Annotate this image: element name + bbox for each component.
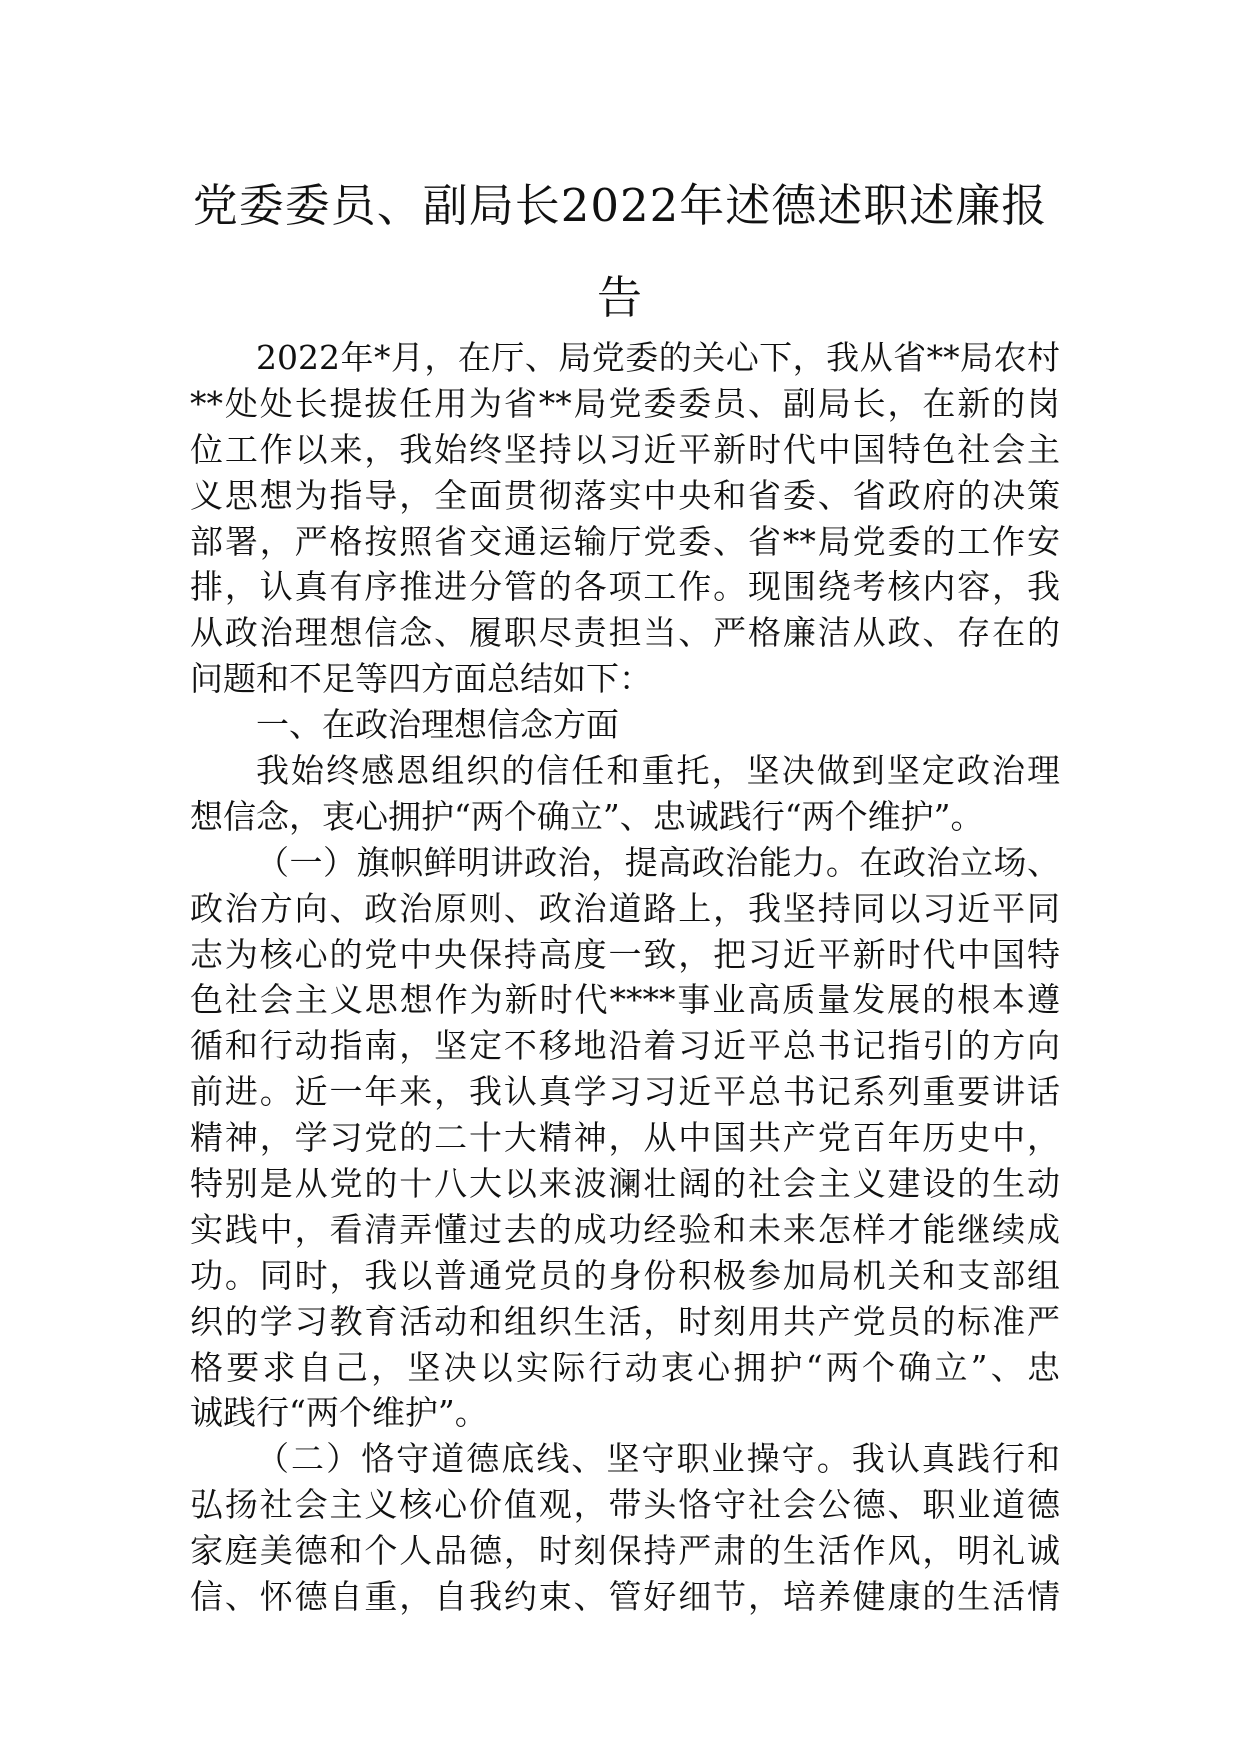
- text-line: 实践中，看清弄懂过去的成功经验和未来怎样才能继续成: [190, 1209, 1060, 1249]
- text-line: 义思想为指导，全面贯彻落实中央和省委、省政府的决策: [190, 475, 1060, 515]
- text-line: 精神，学习党的二十大精神，从中国共产党百年历史中，: [190, 1118, 1060, 1158]
- text-line: 家庭美德和个人品德，时刻保持严肃的生活作风，明礼诚: [190, 1531, 1060, 1571]
- text-line: 功。同时，我以普通党员的身份积极参加局机关和支部组: [190, 1255, 1060, 1295]
- title-line-2: 告: [596, 271, 643, 324]
- text-line: 政治方向、政治原则、政治道路上，我坚持同以习近平同: [190, 888, 1060, 928]
- title-line-1: 党委委员、副局长2022年述德述职述廉报: [192, 179, 1048, 232]
- text-line: 排，认真有序推进分管的各项工作。现围绕考核内容，我: [190, 567, 1060, 607]
- text-line: 前进。近一年来，我认真学习习近平总书记系列重要讲话: [190, 1072, 1060, 1112]
- text-line: 循和行动指南，坚定不移地沿着习近平总书记指引的方向: [190, 1026, 1060, 1066]
- text-line: 问题和不足等四方面总结如下：: [190, 659, 652, 699]
- text-line: 2022年*月，在厅、局党委的关心下，我从省**局农村: [256, 338, 1060, 377]
- text-line: 部署，严格按照省交通运输厅党委、省**局党委的工作安: [190, 521, 1060, 561]
- text-line: 从政治理想信念、履职尽责担当、严格廉洁从政、存在的: [190, 613, 1060, 653]
- text-line: 织的学习教育活动和组织生活，时刻用共产党员的标准严: [190, 1301, 1060, 1341]
- text-line: 位工作以来，我始终坚持以习近平新时代中国特色社会主: [190, 429, 1060, 469]
- section-heading: 一、在政治理想信念方面: [256, 705, 619, 745]
- text-line: 我始终感恩组织的信任和重托，坚决做到坚定政治理: [256, 751, 1060, 791]
- text-line: 志为核心的党中央保持高度一致，把习近平新时代中国特: [190, 934, 1060, 974]
- text-line: 色社会主义思想作为新时代****事业高质量发展的根本遵: [190, 980, 1060, 1020]
- text-line: 信、怀德自重，自我约束、管好细节，培养健康的生活情: [190, 1577, 1060, 1617]
- text-line: 想信念，衷心拥护“两个确立”、忠诚践行“两个维护”。: [190, 796, 984, 836]
- text-line: 弘扬社会主义核心价值观，带头恪守社会公德、职业道德: [190, 1485, 1060, 1525]
- text-line: **处处长提拔任用为省**局党委委员、副局长，在新的岗: [190, 383, 1060, 423]
- subsection-line: （二）恪守道德底线、坚守职业操守。我认真践行和: [256, 1439, 1060, 1479]
- document-body: [190, 335, 1060, 1620]
- text-line: 特别是从党的十八大以来波澜壮阔的社会主义建设的生动: [190, 1164, 1060, 1204]
- text-line: 诚践行“两个维护”。: [190, 1393, 488, 1433]
- text-line: 格要求自己，坚决以实际行动衷心拥护“两个确立”、忠: [190, 1347, 1060, 1387]
- document-title: [185, 160, 1055, 344]
- subsection-line: （一）旗帜鲜明讲政治，提高政治能力。在政治立场、: [256, 842, 1060, 882]
